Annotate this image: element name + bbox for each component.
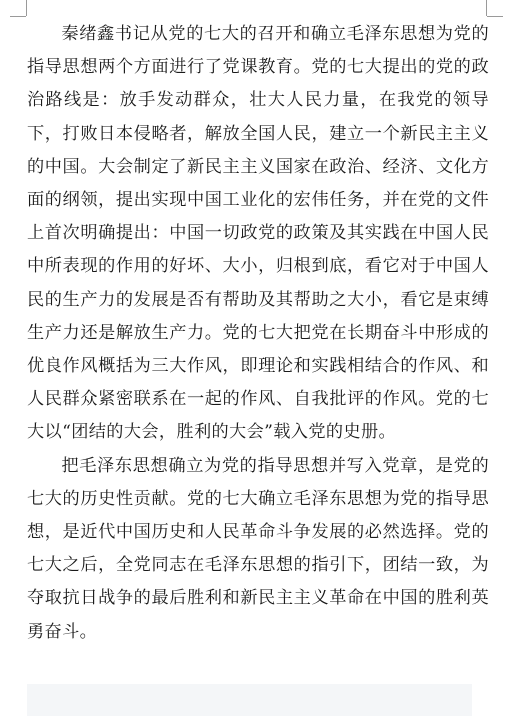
crop-mark-top-left xyxy=(10,16,26,17)
document-body[interactable] xyxy=(27,18,489,649)
page-bottom-shade xyxy=(27,684,472,716)
crop-mark-top-right xyxy=(486,0,487,16)
paragraph-1[interactable]: 秦绪鑫书记从党的七大的召开和确立毛泽东思想为党的指导思想两个方面进行了党课教育。党的七大提出的党的政治路线是：放手发动群众，壮大人民力量，在我党的领导下，打败日本侵略者，解放全国人民，建立一个新民主主义的中国。大会制定了新民主主义国家在政治、经济、文化方面的纲领，提出实现中国工业化的宏伟任务，并在党的文件上首次明确提出：中国一切政党的政策及其实践在中国人民中所表现的作用的好坏、大小，归根到底，看它对于中国人民的生产力的发展是否有帮助及其帮助之大小，看它是束缚生产力还是解放生产力。党的七大把党在长期奋斗中形成的优良作风概括为三大作风，即理论和实践相结合的作风、和人民群众紧密联系在一起的作风、自我批评的作风。党的七大以“团结的大会，胜利的大会”载入党的史册。 xyxy=(27,24,489,443)
crop-mark-top-left xyxy=(26,0,27,16)
crop-mark-top-right xyxy=(487,16,503,17)
paragraph-2[interactable]: 把毛泽东思想确立为党的指导思想并写入党章，是党的七大的历史性贡献。党的七大确立毛泽东思想为党的指导思想，是近代中国历史和人民革命斗争发展的必然选择。党的七大之后，全党同志在毛泽东思想的指引下，团结一致，为夺取抗日战争的最后胜利和新民主主义革命在中国的胜利英勇奋斗。 xyxy=(27,455,489,642)
